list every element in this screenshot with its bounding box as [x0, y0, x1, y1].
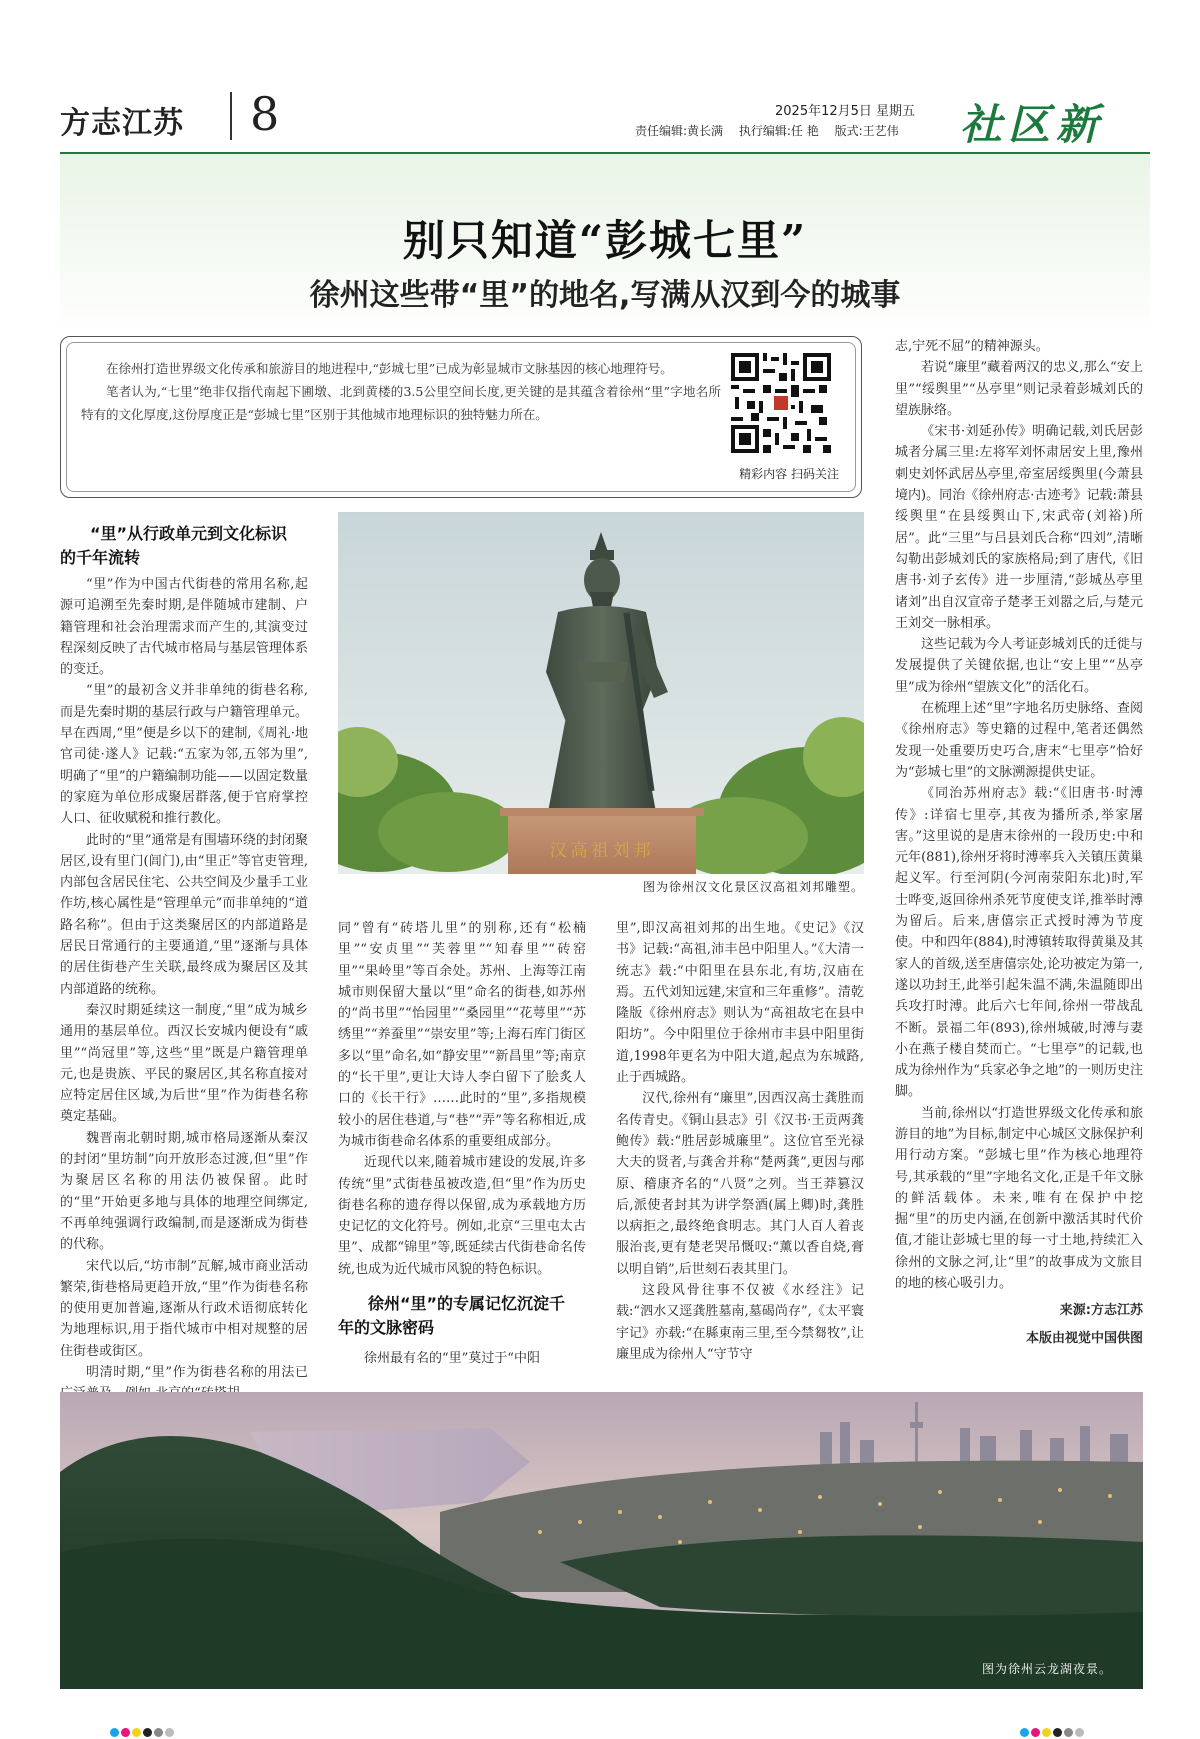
column-4 — [895, 336, 1143, 1349]
header-rule — [60, 152, 1150, 154]
article-headline: 别只知道“彭城七里” — [402, 216, 808, 265]
section-title-line: “里”从行政单元到文化标识 — [90, 524, 288, 543]
registration-dot — [1053, 1728, 1062, 1737]
registration-dot — [165, 1728, 174, 1737]
registration-marks — [110, 1722, 176, 1734]
registration-dot — [1020, 1728, 1029, 1737]
paragraph: 当前,徐州以“打造世界级文化传承和旅游目的地”为目标,制定中心城区文脉保护利用行动方案。“彭城七里”作为核心地理符号,其承载的“里”字地名文化,正是千年文脉的鲜活载体。未来,唯有在保护中挖掘“里”的历史内涵,在创新中激活其时代价值,才能让彭城七里的每一寸土地,持续汇入徐州的文脉之河,让“里”的故事成为文旅目的地的核心吸引力。 — [895, 1105, 1143, 1292]
statue-caption: 图为徐州汉文化景区汉高祖刘邦雕塑。 — [642, 880, 864, 894]
registration-dot — [121, 1728, 130, 1737]
paragraph: 这些记载为今人考证彭城刘氏的迁徙与发展提供了关键依据,也让“安上里”“丛亭里”成为徐州“望族文化”的活化石。 — [895, 637, 1143, 695]
intro-text — [81, 357, 721, 426]
paragraph: 同”曾有“砖塔儿里”的别称,还有“松楠里”“安贞里”“芙蓉里”“知春里”“砖窑里”“果岭里”等百余处。苏州、上海等江南城市则保留大量以“里”命名的街巷,如苏州的“尚书里”“怡园里”“桑园里”“花萼里”“苏绣里”“养蚕里”“崇安里”等;上海石库门街区多以“里”命名,如“静安里”“新昌里”等;南京的“长干里”,更让大诗人李白留下了脍炙人口的《长干行》……此时的“里”,多指规模较小的居住巷道,与“巷”“弄”等名称相近,成为城市街巷命名体系的重要组成部分。 — [338, 921, 586, 1149]
paragraph: “里”的最初含义并非单纯的街巷名称,而是先秦时期的基层行政与户籍管理单元。早在西周,“里”便是乡以下的建制,《周礼·地官司徒·遂人》记载:“五家为邻,五邻为里”,明确了“里”的户籍编制功能——以固定数量的家庭为单位形成聚居群落,便于官府掌控人口、征收赋税和推行教化。 — [60, 683, 308, 827]
paragraph: 志,宁死不屈”的精神源头。 — [895, 339, 1049, 354]
section-name: 方志江苏 — [60, 106, 184, 141]
intro-paragraph: 笔者认为,“七里”绝非仅指代南起下圃墩、北到黄楼的3.5公里空间长度,更关键的是其蕴含着徐州“里”字地名所特有的文化厚度,这份厚度正是“彭城七里”区别于其他城市地理标识的独特魅力所在。 — [81, 384, 721, 422]
paragraph: 这段风骨往事不仅被《水经注》记载:“泗水又逕龚胜墓南,墓碣尚存”,《太平寰宇记》亦载:“在縣東南三里,至今禁芻牧”,让廉里成为徐州人“守节守 — [616, 1283, 864, 1362]
header-divider — [230, 92, 232, 140]
image-credit: 本版由视觉中国供图 — [1025, 1330, 1143, 1346]
page-header — [60, 86, 1150, 149]
pedestal-inscription: 汉高祖刘邦 — [549, 841, 655, 861]
section-title-line: 徐州“里”的专属记忆沉淀千 — [368, 1294, 566, 1314]
column-1 — [60, 574, 308, 1405]
registration-dot — [1075, 1728, 1084, 1737]
paragraph: 此时的“里”通常是有围墙环绕的封闭聚居区,设有里门(闾门),由“里正”等官吏管理,内部包含居民住宅、公共空间及少量手工业作坊,核心属性是“管理单元”而非单纯的“道路名称”。但由于这类聚居区的内部道路是居民日常通行的主要通道,“里”逐渐与具体的居住街巷产生关联,最终成为聚居区及其内部道路的统称。 — [60, 832, 308, 997]
section-title — [60, 522, 310, 570]
paragraph: “里”作为中国古代街巷的常用名称,起源可追溯至先秦时期,是伴随城市建制、户籍管理和社会治理需求而产生的,其演变过程深刻反映了古代城市格局与基层管理体系的变迁。 — [60, 577, 308, 678]
page-number: 8 — [250, 87, 280, 141]
paragraph: 若说“廉里”藏着两汉的忠义,那么“安上里”“绥舆里”“丛亭里”则记录着彭城刘氏的望族脉络。 — [895, 360, 1143, 418]
issue-date: 2025年12月5日 星期五 — [775, 104, 916, 119]
registration-dot — [132, 1728, 141, 1737]
layout-editor: 版式:王艺伟 — [834, 124, 899, 138]
paragraph: 近现代以来,随着城市建设的发展,许多传统“里”式街巷虽被改造,但“里”作为历史街巷名称的遗存得以保留,成为承载地方历史记忆的文化符号。例如,北京“三里屯太古里”、成都“锦里”等,既延续古代街巷命名传统,也成为近代城市风貌的特色标识。 — [338, 1155, 586, 1277]
executive-editor: 执行编辑:任 艳 — [738, 124, 819, 138]
paragraph: 《同治苏州府志》载:“《旧唐书·时溥传》:详宿七里亭,其夜为播所杀,举家屠害。”这里说的是唐末徐州的一段历史:中和元年(881),徐州牙将时溥率兵入关镇压黄巢起义军。行至河阴(今河南荥阳东北)时,军士哗变,返回徐州杀死节度使支详,推举时溥为留后。后来,唐僖宗正式授时溥为节度使。中和四年(884),时溥镇转取得黄巢及其家人的首级,送至唐僖宗处,论功被定为第一,遂以功封王,此举引起朱温不满,朱温随即出兵攻打时溥。此后六七年间,徐州一带战乱不断。景福二年(893),徐州城破,时溥与妻小在燕子楼自焚而亡。“七里亭”的记载,也成为徐州作为“兵家必争之地”的一则历史注脚。 — [895, 786, 1143, 1100]
paragraph: 魏晋南北朝时期,城市格局逐渐从秦汉的封闭“里坊制”向开放形态过渡,但“里”作为聚居区名称的用法仍被保留。此时的“里”开始更多地与具体的地理空间绑定,不再单纯强调行政编制,而是逐渐成为街巷的代称。 — [60, 1130, 308, 1253]
registration-marks — [1020, 1722, 1086, 1734]
qr-caption: 精彩内容 扫码关注 — [739, 467, 839, 481]
section-title — [338, 1292, 586, 1340]
registration-dot — [1042, 1728, 1051, 1737]
registration-dot — [1064, 1728, 1073, 1737]
article-source: 来源:方志江苏 — [1059, 1303, 1143, 1319]
paragraph: 汉代,徐州有“廉里”,因西汉高士龚胜而名传青史。《铜山县志》引《汉书·王贡两龚鲍传》载:“胜居彭城廉里”。这位官至光禄大夫的贤者,与龚舍并称“楚两龚”,更因与邴原、稽康齐名的“八贤”之列。当王莽篡汉后,派使者封其为讲学祭酒(属上卿)时,龚胜以病拒之,最终绝食明志。其门人百人着丧服治丧,更有楚老哭吊慨叹:“薰以香自烧,膏以明自销”,后世刻石表其里门。 — [616, 1091, 864, 1277]
column-3 — [616, 918, 864, 1365]
registration-dot — [143, 1728, 152, 1737]
article-subheadline: 徐州这些带“里”的地名,写满从汉到今的城事 — [309, 278, 901, 313]
statue-photo — [338, 512, 864, 874]
qr-code-icon[interactable] — [731, 353, 831, 453]
city-night-photo — [60, 1392, 1143, 1689]
paragraph: 《宋书·刘延孙传》明确记载,刘氏居彭城者分属三里:左将军刘怀肃居安上里,豫州刺史刘怀武居丛亭里,帝室居绥舆里(今萧县境内)。同治《徐州府志·古迹考》记载:萧县绥舆里“在县绥舆山下,宋武帝(刘裕)所居”。此“三里”与吕县刘氏合称“四刘”,清晰勾勒出彭城刘氏的家族格局;到了唐代,《旧唐书·刘子玄传》进一步厘清,“彭城丛亭里诸刘”出自汉宣帝子楚孝王刘嚣之后,与楚元王刘交一脉相承。 — [895, 424, 1143, 631]
newspaper-masthead: 社区新 — [960, 100, 1105, 149]
editor-credits — [635, 122, 911, 139]
intro-box — [60, 336, 862, 498]
registration-dot — [110, 1728, 119, 1737]
paragraph: 明清时期,“里”作为街巷名称的用法已 — [86, 1364, 308, 1380]
section-title-line: 年的文脉密码 — [338, 1318, 435, 1338]
registration-dot — [1031, 1728, 1040, 1737]
paragraph: 秦汉时期延续这一制度,“里”成为城乡通用的基层单位。西汉长安城内便设有“戚里”“尚冠里”等,这些“里”既是户籍管理单元,也是贵族、平民的聚居区,其名称直接对应特定居住区域,为后世“里”作为街巷名称奠定基础。 — [60, 1002, 308, 1125]
column-2 — [338, 918, 586, 1369]
city-caption: 图为徐州云龙湖夜景。 — [982, 1662, 1113, 1676]
responsible-editor: 责任编辑:黄长满 — [635, 124, 724, 138]
paragraph: 在梳理上述“里”字地名历史脉络、查阅《徐州府志》等史籍的过程中,笔者还偶然发现一处重要历史巧合,唐末“七里亭”恰好为“彭城七里”的文脉溯源提供史证。 — [895, 701, 1143, 780]
city-illustration — [60, 1392, 1143, 1689]
section-title-line: 的千年流转 — [60, 548, 141, 567]
paragraph: 里”,即汉高祖刘邦的出生地。《史记》《汉书》记载:“高祖,沛丰邑中阳里人。”《大清一统志》载:“中阳里在县东北,有坊,汉庙在焉。五代刘知远建,宋宣和三年重修”。清乾隆版《徐州府志》则认为“高祖故宅在县中阳坊”。今中阳里位于徐州市丰县中阳里街道,1998年更名为中阳大道,起点为东城路,止于西城路。 — [616, 921, 864, 1086]
intro-paragraph: 在徐州打造世界级文化传承和旅游目的地进程中,“彭城七里”已成为彰显城市文脉基因的核心地理符号。 — [106, 361, 673, 376]
statue-illustration — [338, 512, 864, 874]
registration-dot — [154, 1728, 163, 1737]
paragraph: 宋代以后,“坊市制”瓦解,城市商业活动繁荣,街巷格局更趋开放,“里”作为街巷名称的使用更加普遍,逐渐从行政术语彻底转化为地理标识,用于指代城市中相对规整的居住街巷或街区。 — [60, 1258, 308, 1359]
paragraph: 徐州最有名的“里”莫过于“中阳 — [364, 1351, 540, 1367]
